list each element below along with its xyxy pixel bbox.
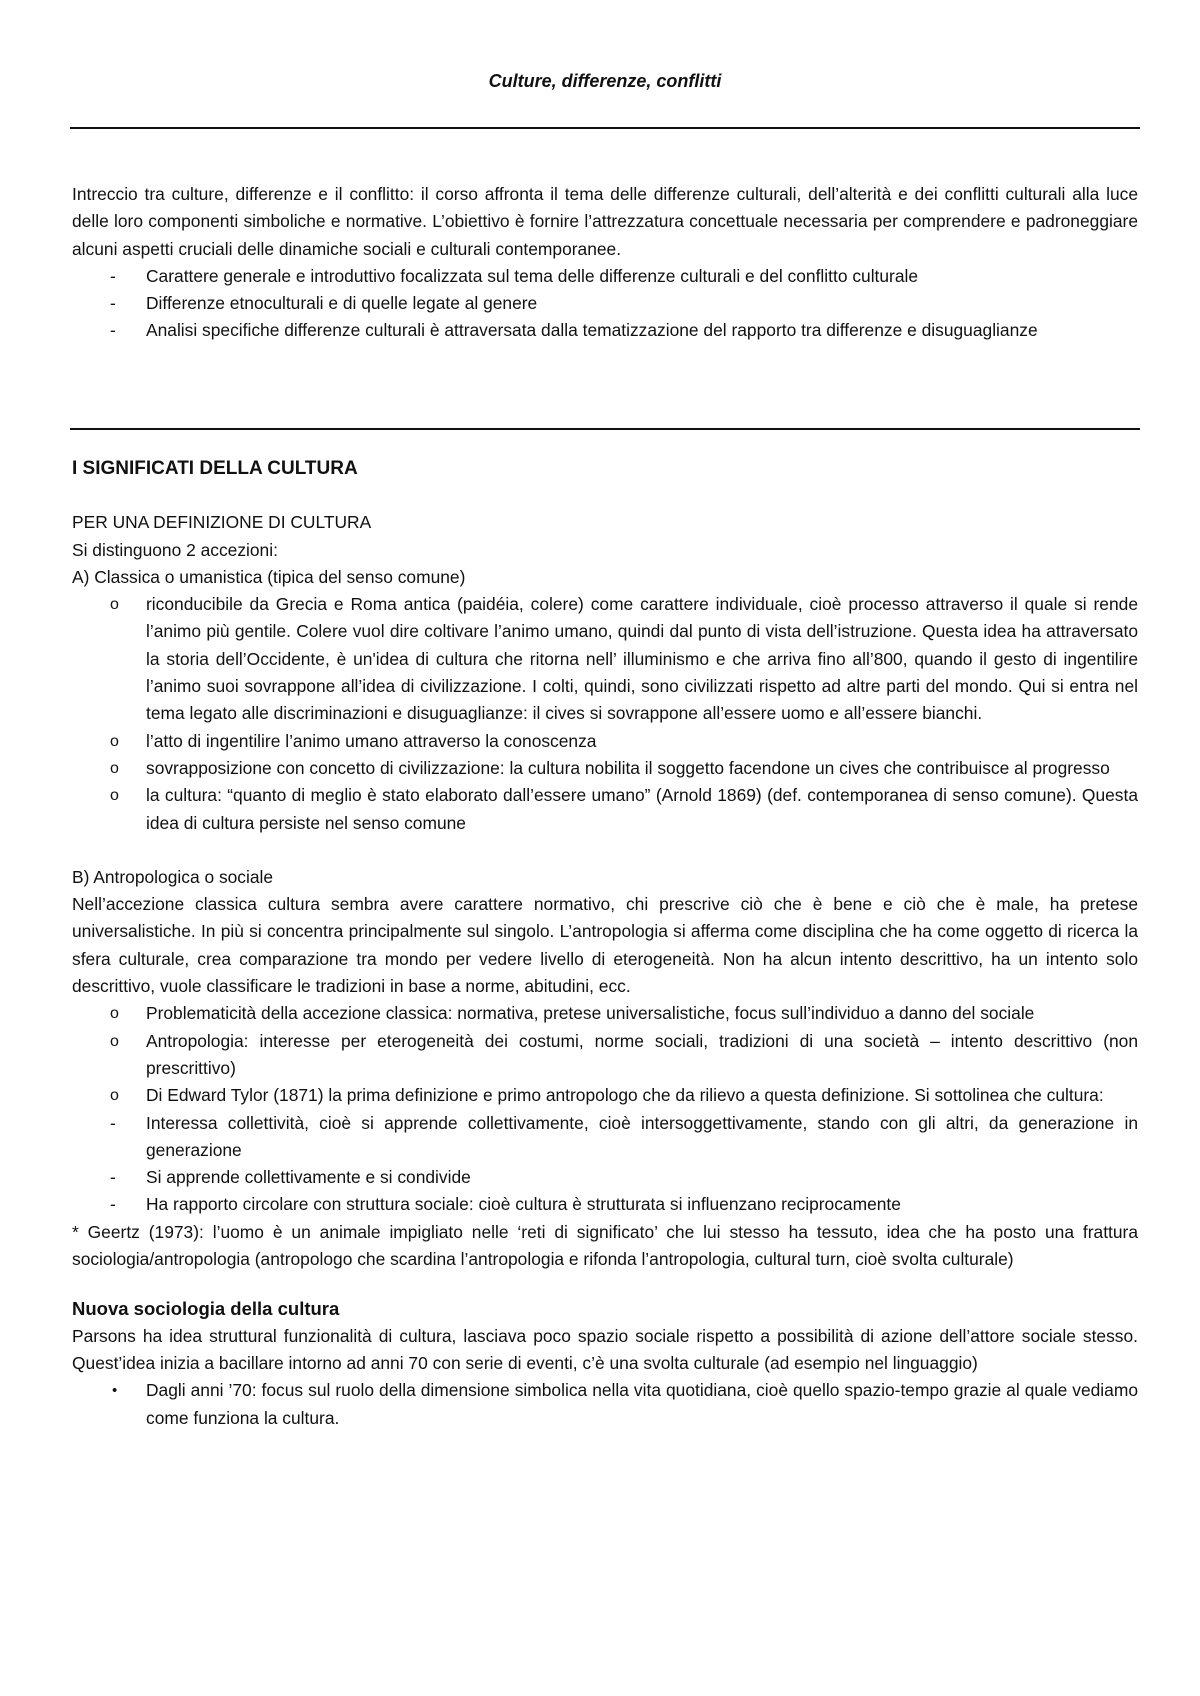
circle-marker: o [110, 1032, 119, 1050]
nuova-sociologia-list [72, 1377, 1138, 1432]
circle-marker: o [110, 1087, 119, 1105]
page-header-title: Culture, differenze, conflitti [488, 71, 722, 91]
section-significati [72, 455, 1138, 1432]
text-line: Si distinguono 2 accezioni: [72, 539, 278, 560]
list-item: - Analisi specifiche differenze culturali è attraversata dalla tematizzazione del rapporto tra differenze e disuguaglianze [72, 317, 1138, 344]
accezione-a-heading: A) Classica o umanistica (tipica del senso comune) [72, 566, 466, 587]
intro-paragraph: Intreccio tra culture, differenze e il conflitto: il corso affronta il tema delle differenze culturali, dell’alterità e dei conflitti culturali alla luce delle loro componenti simboliche e normative. L’obiettivo è fornire l’attrezzatura concettuale necessaria per comprendere e padroneggiare alcuni aspetti cruciali delle dinamiche sociali e culturali contemporanee. [72, 184, 1138, 259]
list-item: - Ha rapporto circolare con struttura sociale: cioè cultura è strutturata si influenzano reciprocamente [72, 1191, 1138, 1218]
accezione-b-paragraph: Nell’accezione classica cultura sembra avere carattere normativo, chi prescrive ciò che è bene e ciò che è male, ha pretese universalistiche. In più si concentra principalmente sul singolo. L’antropologia si afferma come disciplina che ha come oggetto di ricerca la sfera culturale, crea comparazione tra mondo per vedere livello di eterogeneità. Non ha alcun intento descrittivo, ha un intento solo descrittivo, vuole classificare le tradizioni in base a norme, abitudini, ecc. [72, 894, 1138, 997]
section-divider [70, 428, 1140, 430]
list-item: o Antropologia: interesse per eterogeneità dei costumi, norme sociali, tradizioni di una società – intento descrittivo (non prescrittivo) [72, 1028, 1138, 1083]
list-item: o Problematicità della accezione classica: normativa, pretese universalistiche, focus sull’individuo a danno del sociale [72, 1000, 1138, 1027]
circle-marker: o [110, 787, 119, 805]
accezione-b-heading: B) Antropologica o sociale [72, 866, 274, 887]
bullet-marker: • [112, 1382, 118, 1400]
list-item: • Dagli anni ’70: focus sul ruolo della dimensione simbolica nella vita quotidiana, cioè quello spazio-tempo grazie al quale vediamo come funziona la cultura. [72, 1377, 1138, 1432]
section-heading-nuova-sociologia: Nuova sociologia della cultura [72, 1298, 340, 1320]
nuova-sociologia-paragraph: Parsons ha idea struttural funzionalità di cultura, lasciava poco spazio sociale rispetto a possibilità di azione dell’attore sociale stesso. Quest’idea inizia a bacillare intorno ad anni 70 con serie di eventi, c’è una svolta culturale (ad esempio nel linguaggio) [72, 1325, 1138, 1373]
list-item: o la cultura: “quanto di meglio è stato elaborato dall’essere umano” (Arnold 1869) (def. contemporanea di senso comune). Questa idea di cultura persiste nel senso comune [72, 782, 1138, 837]
dash-marker: - [110, 1167, 116, 1188]
list-item: - Interessa collettività, cioè si apprende collettivamente, cioè intersoggettivamente, stando con gli altri, da generazione in generazione [72, 1110, 1138, 1165]
circle-marker: o [110, 732, 119, 750]
geertz-note: * Geertz (1973): l’uomo è un animale impigliato nelle ‘reti di significato’ che lui stesso ha tessuto, idea che ha posto una frattura sociologia/antropologia (antropologo che scardina l’antropologia e rifonda l’antropologia, cultural turn, cioè svolta culturale) [72, 1221, 1138, 1270]
accezione-a-list [72, 591, 1138, 837]
subsection-heading: PER UNA DEFINIZIONE DI CULTURA [72, 512, 372, 533]
list-item: o l’atto di ingentilire l’animo umano attraverso la conoscenza [72, 728, 1138, 755]
list-item: o sovrapposizione con concetto di civilizzazione: la cultura nobilita il soggetto facendone un cives che contribuisce al progresso [72, 755, 1138, 782]
dash-marker: - [110, 293, 116, 314]
section-heading: I SIGNIFICATI DELLA CULTURA [72, 458, 358, 479]
intro-list [72, 263, 1138, 345]
dash-marker: - [110, 1194, 116, 1215]
list-item: o riconducibile da Grecia e Roma antica (paidéia, colere) come carattere individuale, cioè processo attraverso il quale si rende l’animo più gentile. Colere vuol dire coltivare l’animo umano, quindi dal punto di vista dell’istruzione. Questa idea ha attraversato la storia dell’Occidente, è un'idea di cultura che ritorna nell’ illuminismo e che arriva fino all’800, quando il gesto di ingentilire l’animo suoi sovrappone all’idea di civilizzazione. I colti, quindi, sono civilizzati rispetto ad altre parti del mondo. Qui si entra nel tema legato alle discriminazioni e disuguaglianze: il cives si sovrappone all’essere uomo e all’essere bianchi. [72, 591, 1138, 727]
list-item: - Si apprende collettivamente e si condivide [72, 1164, 1138, 1191]
circle-marker: o [110, 759, 119, 777]
circle-marker: o [110, 596, 119, 614]
list-item: o Di Edward Tylor (1871) la prima definizione e primo antropologo che da rilievo a questa definizione. Si sottolinea che cultura: [72, 1082, 1138, 1109]
header-divider [70, 127, 1140, 129]
list-item: - Carattere generale e introduttivo focalizzata sul tema delle differenze culturali e del conflitto culturale [72, 263, 1138, 290]
dash-marker: - [110, 1112, 116, 1133]
accezione-b-list [72, 1000, 1138, 1109]
dash-marker: - [110, 320, 116, 341]
intro-section [72, 181, 1138, 345]
dash-marker: - [110, 265, 116, 286]
list-item: - Differenze etnoculturali e di quelle legate al genere [72, 290, 1138, 317]
circle-marker: o [110, 1005, 119, 1023]
tylor-sublist [72, 1110, 1138, 1219]
